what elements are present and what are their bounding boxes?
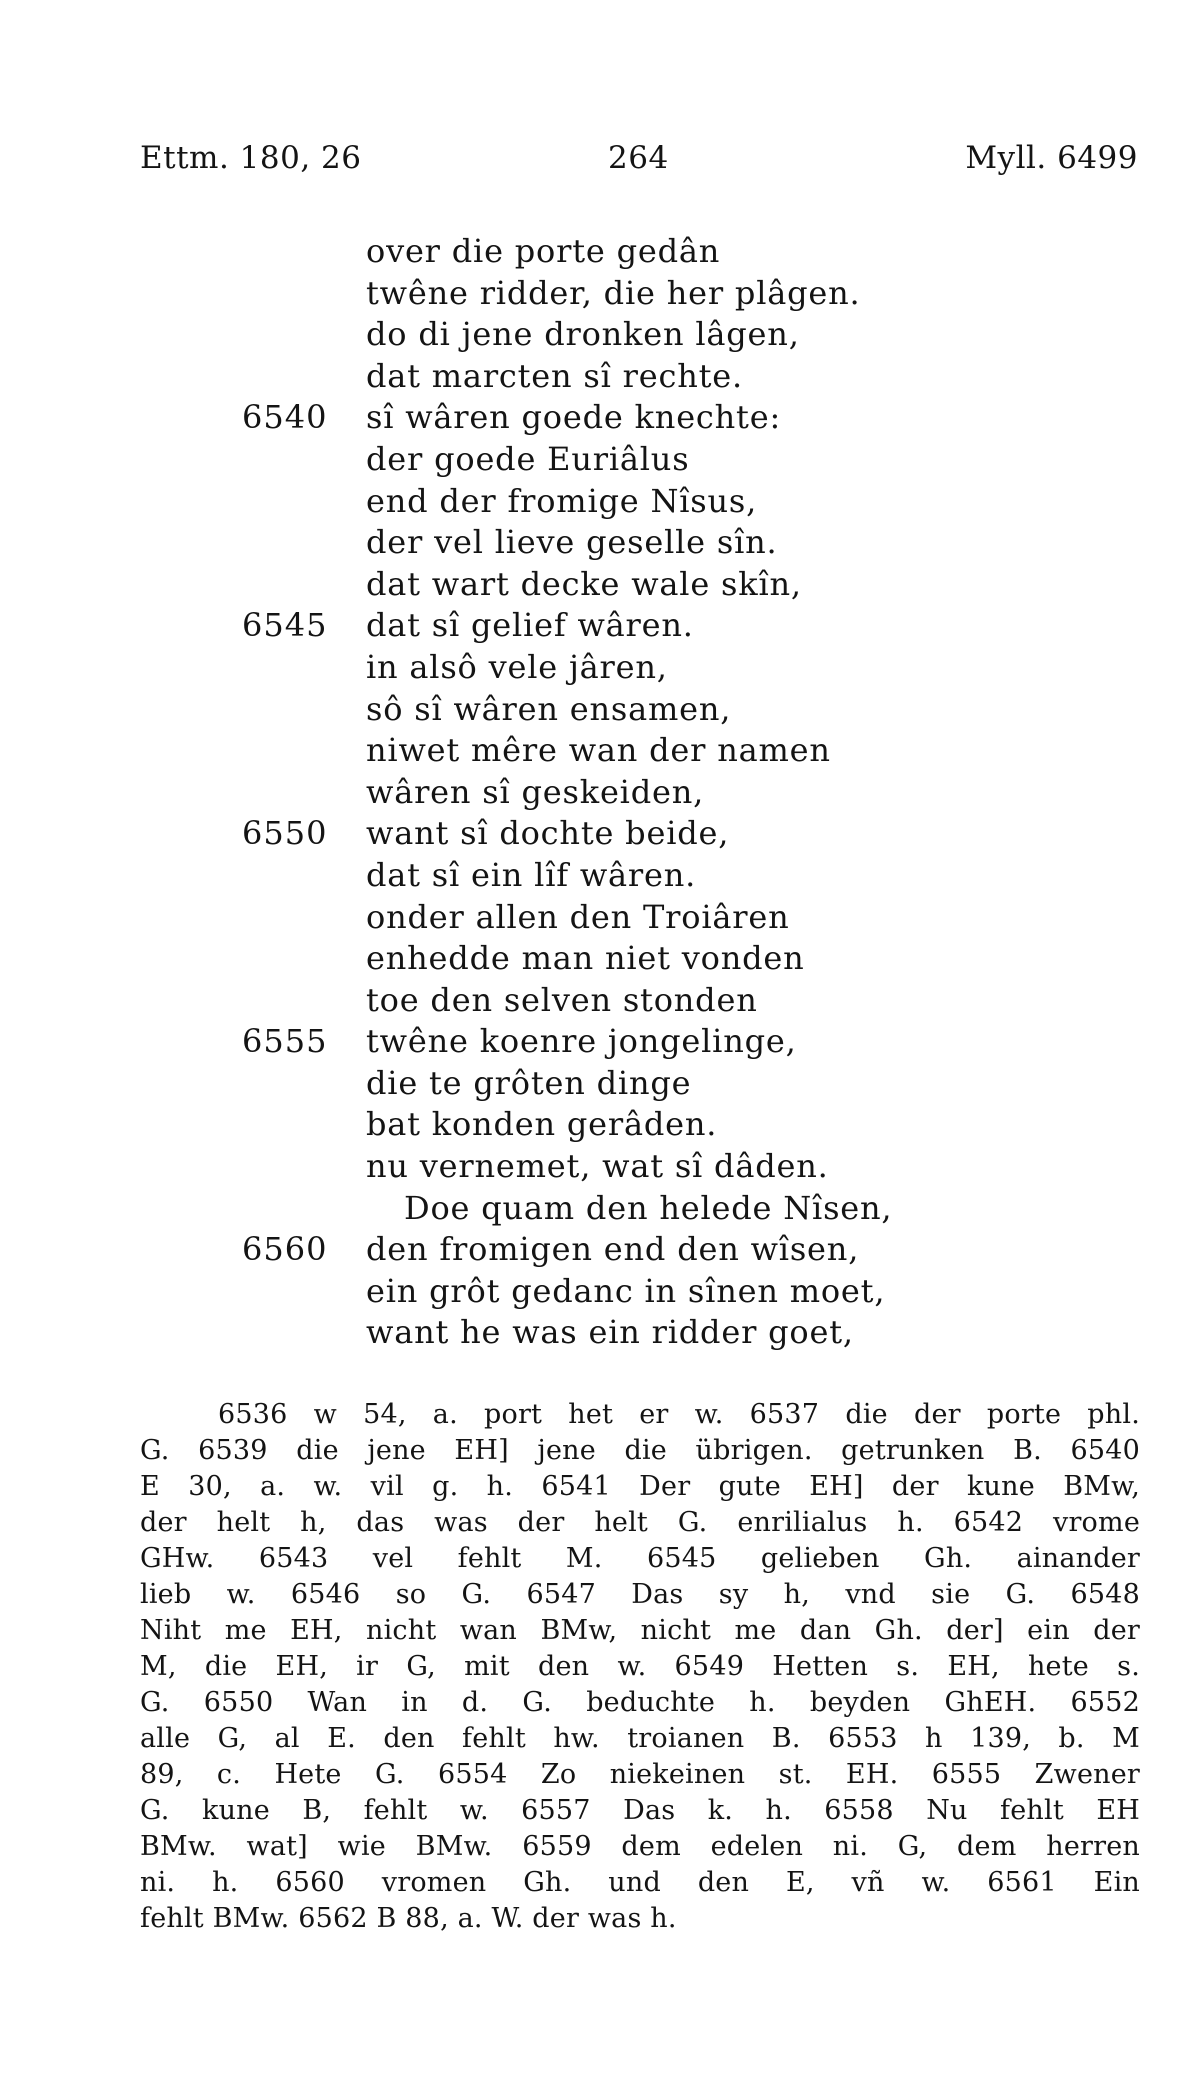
verse-text: twêne ridder, die her plâgen. bbox=[366, 273, 861, 312]
apparatus-line: alle G, al E. den fehlt hw. troianen B. 6553 h 139, b. M bbox=[140, 1723, 1140, 1754]
verse-text: Doe quam den helede Nîsen, bbox=[404, 1188, 893, 1227]
verse-line bbox=[0, 1188, 1200, 1230]
apparatus-line: G. 6550 Wan in d. G. beduchte h. beyden GhEH. 6552 bbox=[140, 1687, 1140, 1718]
verse-text: ein grôt gedanc in sînen moet, bbox=[366, 1271, 886, 1310]
apparatus-line: G. kune B, fehlt w. 6557 Das k. h. 6558 Nu fehlt EH bbox=[140, 1795, 1140, 1826]
verse-line bbox=[0, 1146, 1200, 1188]
verse-line bbox=[0, 1312, 1200, 1354]
verse-line bbox=[0, 522, 1200, 564]
verse-line bbox=[0, 439, 1200, 481]
verse-number: 6555 bbox=[242, 1022, 328, 1061]
verse-line bbox=[0, 1229, 1200, 1271]
verse-line bbox=[0, 772, 1200, 814]
verse-text: der goede Euriâlus bbox=[366, 439, 690, 478]
page-header bbox=[140, 140, 1138, 186]
verse-text: dat marcten sî rechte. bbox=[366, 356, 743, 395]
apparatus-line: fehlt BMw. 6562 B 88, a. W. der was h. bbox=[140, 1903, 677, 1934]
apparatus-line: BMw. wat] wie BMw. 6559 dem edelen ni. G, dem herren bbox=[140, 1831, 1140, 1862]
verse-text: onder allen den Troiâren bbox=[366, 897, 790, 936]
verse-line bbox=[0, 356, 1200, 398]
verse-line bbox=[0, 897, 1200, 939]
apparatus-line: M, die EH, ir G, mit den w. 6549 Hetten s. EH, hete s. bbox=[140, 1651, 1140, 1682]
verse-text: do di jene dronken lâgen, bbox=[366, 315, 800, 354]
verse-line bbox=[0, 273, 1200, 315]
verse-text: dat sî ein lîf wâren. bbox=[366, 855, 697, 894]
verse-line bbox=[0, 730, 1200, 772]
verse-text: enhedde man niet vonden bbox=[366, 939, 805, 978]
verse-number: 6560 bbox=[242, 1230, 328, 1269]
verse-text: die te grôten dinge bbox=[366, 1063, 692, 1102]
header-left-reference: Ettm. 180, 26 bbox=[140, 140, 362, 176]
verse-line bbox=[0, 813, 1200, 855]
verse-line bbox=[0, 855, 1200, 897]
verse-line bbox=[0, 231, 1200, 273]
verse-number: 6540 bbox=[242, 398, 328, 437]
verse-text: toe den selven stonden bbox=[366, 980, 758, 1019]
verse-number: 6545 bbox=[242, 606, 328, 645]
verse-text: niwet mêre wan der namen bbox=[366, 731, 831, 770]
verse-line bbox=[0, 980, 1200, 1022]
critical-apparatus bbox=[140, 1397, 1140, 1937]
verse-line bbox=[0, 689, 1200, 731]
verse-line bbox=[0, 1271, 1200, 1313]
apparatus-line: 89, c. Hete G. 6554 Zo niekeinen st. EH. 6555 Zwener bbox=[140, 1759, 1140, 1790]
apparatus-line: lieb w. 6546 so G. 6547 Das sy h, vnd sie G. 6548 bbox=[140, 1579, 1140, 1610]
page-number: 264 bbox=[608, 140, 669, 176]
verse-text: want sî dochte beide, bbox=[366, 814, 730, 853]
verse-text: in alsô vele jâren, bbox=[366, 647, 668, 686]
verse-text: twêne koenre jongelinge, bbox=[366, 1022, 797, 1061]
verse-text: want he was ein ridder goet, bbox=[366, 1313, 854, 1352]
verse-text: der vel lieve geselle sîn. bbox=[366, 523, 778, 562]
apparatus-line: G. 6539 die jene EH] jene die übrigen. getrunken B. 6540 bbox=[140, 1435, 1140, 1466]
apparatus-line: ni. h. 6560 vromen Gh. und den E, vñ w. 6561 Ein bbox=[140, 1867, 1140, 1898]
verse-line bbox=[0, 1063, 1200, 1105]
apparatus-line: GHw. 6543 vel fehlt M. 6545 gelieben Gh. ainander bbox=[140, 1543, 1140, 1574]
verse-text: bat konden gerâden. bbox=[366, 1105, 718, 1144]
verse-line bbox=[0, 1021, 1200, 1063]
verse-text: dat sî gelief wâren. bbox=[366, 606, 694, 645]
verse-number: 6550 bbox=[242, 814, 328, 853]
verse-line bbox=[0, 481, 1200, 523]
verse-text: dat wart decke wale skîn, bbox=[366, 564, 802, 603]
verse-text: den fromigen end den wîsen, bbox=[366, 1230, 860, 1269]
apparatus-line: E 30, a. w. vil g. h. 6541 Der gute EH] der kune BMw, bbox=[140, 1471, 1140, 1502]
verse-text: nu vernemet, wat sî dâden. bbox=[366, 1147, 829, 1186]
verse-text: end der fromige Nîsus, bbox=[366, 481, 758, 520]
verse-text: wâren sî geskeiden, bbox=[366, 772, 705, 811]
verse-line bbox=[0, 1104, 1200, 1146]
verse-line bbox=[0, 605, 1200, 647]
verse-line bbox=[0, 647, 1200, 689]
verse-text: over die porte gedân bbox=[366, 232, 721, 270]
verse-block bbox=[0, 231, 1200, 1354]
verse-line bbox=[0, 397, 1200, 439]
verse-text: sô sî wâren ensamen, bbox=[366, 689, 732, 728]
verse-line bbox=[0, 314, 1200, 356]
verse-line bbox=[0, 564, 1200, 606]
header-right-reference: Myll. 6499 bbox=[965, 140, 1138, 176]
apparatus-line: der helt h, das was der helt G. enrilialus h. 6542 vrome bbox=[140, 1507, 1140, 1538]
apparatus-line: Niht me EH, nicht wan BMw, nicht me dan Gh. der] ein der bbox=[140, 1615, 1140, 1646]
apparatus-line: 6536 w 54, a. port het er w. 6537 die der porte phl. bbox=[218, 1399, 1140, 1430]
verse-text: sî wâren goede knechte: bbox=[366, 398, 782, 437]
verse-line bbox=[0, 938, 1200, 980]
